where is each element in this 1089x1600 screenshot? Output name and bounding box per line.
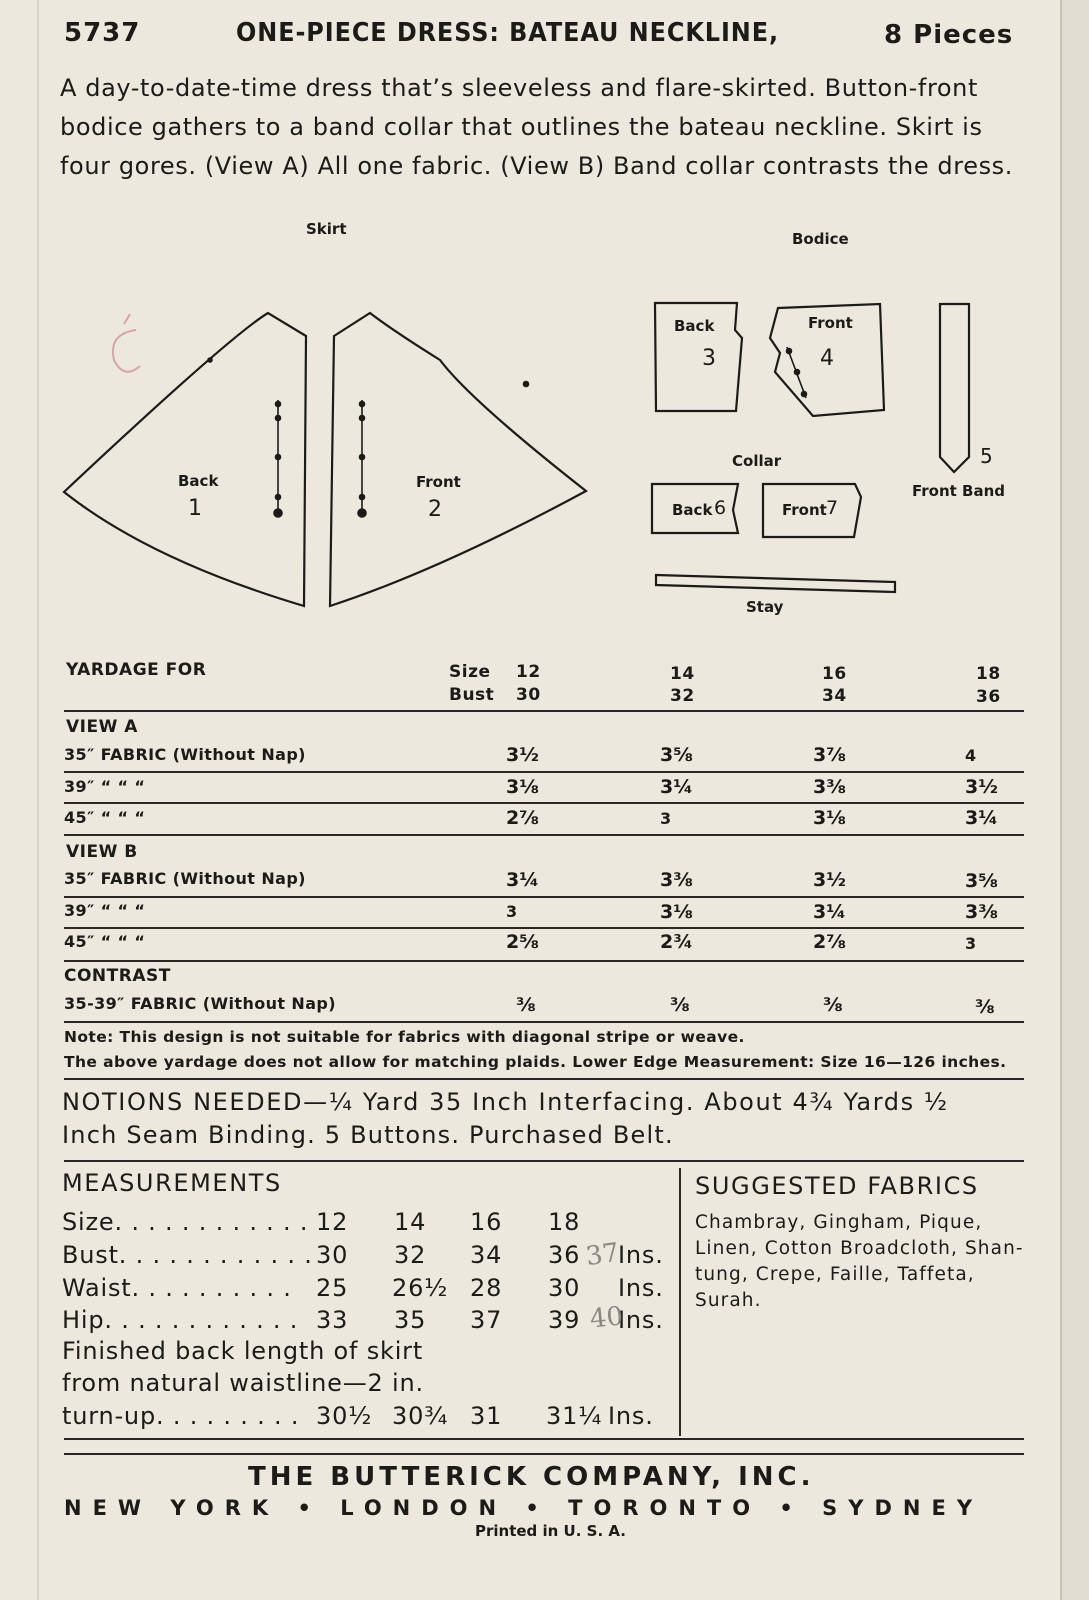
yardage-value: 3¼ — [660, 776, 693, 798]
table-rule — [64, 771, 1024, 773]
view-b-heading: VIEW B — [66, 842, 138, 862]
table-rule — [64, 960, 1024, 962]
description-line-2: bodice gathers to a band collar that outlines the bateau neckline. Skirt is — [60, 113, 983, 141]
envelope-edge — [1062, 0, 1089, 1600]
meas-value: 30 — [316, 1241, 349, 1269]
size-18: 18 — [976, 664, 1001, 684]
yardage-value: 3¼ — [813, 901, 846, 923]
yardage-value: 2⅝ — [506, 931, 539, 953]
yardage-value: 3⅛ — [660, 901, 693, 923]
bust-36: 36 — [976, 687, 1001, 707]
bust-34: 34 — [822, 686, 847, 706]
skirt-label: Skirt — [306, 220, 347, 238]
pencil-note-40: 40 — [588, 1301, 625, 1335]
meas-value: 39 — [548, 1306, 581, 1334]
fabrics-line-2: Linen, Cotton Broadcloth, Shan- — [695, 1238, 1024, 1259]
view-b-row-1-label: 35″ FABRIC (Without Nap) — [64, 869, 306, 888]
contrast-heading: CONTRAST — [64, 966, 171, 986]
yardage-value: 3⅜ — [813, 776, 846, 798]
table-rule — [64, 802, 1024, 804]
yardage-value: 3⅛ — [506, 776, 539, 798]
meas-hip-label: Hip. . . . . . . . . . . . — [62, 1306, 299, 1334]
bust-label: Bust — [449, 685, 495, 705]
piece-7-number: 7 — [826, 497, 839, 519]
front-band-piece — [940, 304, 969, 472]
yardage-value: 3½ — [506, 744, 539, 766]
meas-unit: Ins. — [618, 1274, 664, 1302]
printed-in: Printed in U. S. A. — [475, 1522, 626, 1540]
meas-unit: Ins. — [618, 1306, 664, 1334]
size-16: 16 — [822, 664, 847, 684]
yardage-value: 3 — [506, 902, 518, 921]
meas-value: 36 — [548, 1241, 581, 1269]
meas-value: 31¼ — [546, 1402, 603, 1430]
table-rule — [64, 1021, 1024, 1023]
measurements-heading: MEASUREMENTS — [62, 1169, 282, 1197]
skirt-back-piece — [64, 313, 306, 606]
fabrics-line-1: Chambray, Gingham, Pique, — [695, 1212, 983, 1233]
finished-length-line-1: Finished back length of skirt — [62, 1337, 424, 1365]
meas-value: 16 — [470, 1208, 503, 1236]
yardage-value: ⅜ — [670, 994, 690, 1016]
view-b-row-3-label: 45″ “ “ “ — [64, 932, 146, 951]
meas-value: 31 — [470, 1402, 503, 1430]
table-rule — [64, 834, 1024, 836]
meas-bust-label: Bust. . . . . . . . . . . . — [62, 1241, 313, 1269]
yardage-value: 2⅞ — [506, 807, 539, 829]
table-rule — [64, 1078, 1024, 1080]
view-a-row-1-label: 35″ FABRIC (Without Nap) — [64, 745, 306, 764]
table-rule — [64, 710, 1024, 712]
piece-2-number: 2 — [428, 497, 442, 522]
skirt-front-piece — [330, 313, 586, 606]
meas-value: 35 — [394, 1306, 427, 1334]
note-line-2: The above yardage does not allow for matching plaids. Lower Edge Measurement: Size 16—126 inches. — [64, 1053, 1007, 1071]
piece-4-name: Front — [808, 314, 853, 332]
yardage-value: 3⅜ — [965, 901, 998, 923]
fabrics-line-3: tung, Crepe, Faille, Taffeta, — [695, 1264, 975, 1285]
yardage-value: 3⅝ — [965, 870, 998, 892]
piece-5-number: 5 — [980, 444, 993, 468]
pencil-note-37: 37 — [584, 1237, 622, 1273]
turnup-label: turn-up. . . . . . . . . — [62, 1402, 300, 1430]
meas-value: 34 — [470, 1241, 503, 1269]
view-a-heading: VIEW A — [66, 717, 138, 737]
stay-label: Stay — [746, 598, 784, 616]
yardage-value: 3⅝ — [660, 744, 693, 766]
meas-value: 37 — [470, 1306, 503, 1334]
table-rule — [64, 1438, 1024, 1440]
pattern-title: ONE-PIECE DRESS: BATEAU NECKLINE, — [236, 18, 779, 48]
meas-value: 30½ — [316, 1402, 373, 1430]
meas-waist-label: Waist. . . . . . . . . . — [62, 1274, 292, 1302]
meas-value: 12 — [316, 1208, 349, 1236]
view-a-row-3-label: 45″ “ “ “ — [64, 808, 146, 827]
fabrics-line-4: Surah. — [695, 1290, 762, 1311]
piece-7-name: Front — [782, 501, 827, 519]
meas-value: 14 — [394, 1208, 427, 1236]
piece-2-name: Front — [416, 473, 461, 491]
piece-3-number: 3 — [702, 346, 716, 371]
table-rule — [64, 927, 1024, 929]
meas-value: 26½ — [392, 1274, 449, 1302]
piece-3-name: Back — [674, 317, 715, 335]
note-line-1: Note: This design is not suitable for fabrics with diagonal stripe or weave. — [64, 1028, 745, 1046]
yardage-value: ⅜ — [516, 994, 536, 1016]
front-band-label: Front Band — [912, 482, 1006, 500]
yardage-value: 3⅞ — [813, 744, 846, 766]
meas-value: 33 — [316, 1306, 349, 1334]
meas-value: 25 — [316, 1274, 349, 1302]
fabrics-heading: SUGGESTED FABRICS — [695, 1172, 979, 1200]
column-divider — [679, 1168, 681, 1436]
description-line-1: A day-to-date-time dress that’s sleeveless and flare-skirted. Button-front — [60, 74, 978, 102]
piece-count: 8 Pieces — [884, 20, 1014, 50]
table-rule — [64, 1453, 1024, 1455]
yardage-value: 3 — [660, 809, 672, 828]
yardage-value: ⅜ — [975, 996, 995, 1018]
piece-6-name: Back — [672, 501, 713, 519]
view-b-row-2-label: 39″ “ “ “ — [64, 901, 146, 920]
table-rule — [64, 896, 1024, 898]
description-line-3: four gores. (View A) All one fabric. (View B) Band collar contrasts the dress. — [60, 152, 1014, 180]
meas-value: 18 — [548, 1208, 581, 1236]
piece-4-number: 4 — [820, 346, 834, 371]
piece-1-number: 1 — [188, 496, 202, 521]
size-label: Size — [449, 662, 491, 682]
meas-unit: Ins. — [608, 1402, 654, 1430]
size-14: 14 — [670, 664, 695, 684]
yardage-value: 3½ — [813, 869, 846, 891]
yardage-value: 4 — [965, 746, 977, 765]
meas-unit: Ins. — [618, 1241, 664, 1269]
company-cities: NEW YORK • LONDON • TORONTO • SYDNEY — [64, 1496, 984, 1520]
yardage-value: 3¼ — [965, 807, 998, 829]
yardage-value: 3½ — [965, 776, 998, 798]
meas-value: 30¾ — [392, 1402, 449, 1430]
piece-1-name: Back — [178, 472, 219, 490]
yardage-value: 3 — [965, 934, 977, 953]
yardage-value: 2¾ — [660, 931, 693, 953]
meas-value: 28 — [470, 1274, 503, 1302]
meas-value: 32 — [394, 1241, 427, 1269]
notions-line-1: NOTIONS NEEDED—¼ Yard 35 Inch Interfacing. About 4¾ Yards ½ — [62, 1088, 949, 1116]
yardage-value: 2⅞ — [813, 931, 846, 953]
bust-30: 30 — [516, 685, 541, 705]
bust-32: 32 — [670, 686, 695, 706]
pattern-number: 5737 — [64, 18, 141, 48]
collar-label: Collar — [732, 452, 782, 470]
yardage-value: 3⅜ — [660, 869, 693, 891]
contrast-row-label: 35-39″ FABRIC (Without Nap) — [64, 994, 336, 1013]
table-rule — [64, 1160, 1024, 1162]
piece-6-number: 6 — [714, 497, 727, 519]
meas-size-label: Size. . . . . . . . . . . . — [62, 1208, 309, 1236]
notions-line-2: Inch Seam Binding. 5 Buttons. Purchased Belt. — [62, 1121, 674, 1149]
yardage-value: ⅜ — [823, 994, 843, 1016]
yardage-value: 3¼ — [506, 869, 539, 891]
company-name: THE BUTTERICK COMPANY, INC. — [248, 1462, 815, 1492]
size-12: 12 — [516, 662, 541, 682]
yardage-heading: YARDAGE FOR — [66, 660, 207, 680]
meas-value: 30 — [548, 1274, 581, 1302]
yardage-value: 3⅛ — [813, 807, 846, 829]
pattern-pieces-diagram — [0, 0, 1060, 640]
finished-length-line-2: from natural waistline—2 in. — [62, 1369, 424, 1397]
stay-piece — [656, 575, 895, 592]
view-a-row-2-label: 39″ “ “ “ — [64, 777, 146, 796]
bodice-label: Bodice — [792, 230, 849, 248]
